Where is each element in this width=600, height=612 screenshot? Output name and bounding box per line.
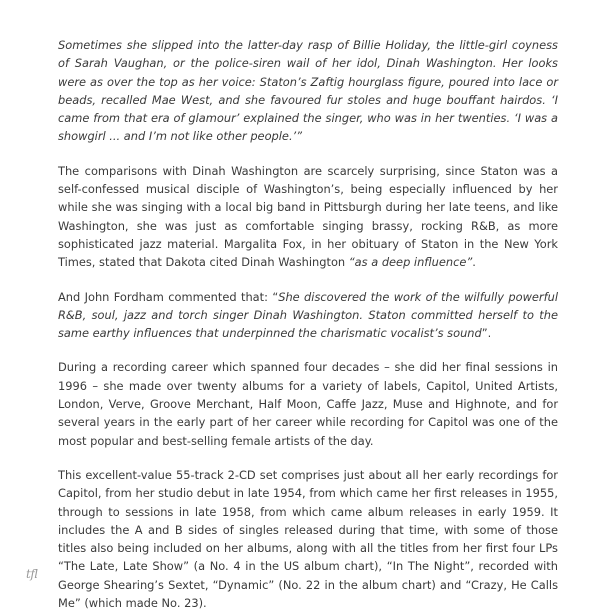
fordham-quote-text: She discovered the work of the wilfully powerful R&B, soul, jazz and torch singer Dinah Washington. Staton committed herself to the same earthy influences that underpinned the charismatic vocalist’s sound (58, 289, 558, 341)
fordham-quote-end: ”. (481, 326, 492, 341)
paragraph-recording-career: During a recording career which spanned four decades – she did her final sessions in 1996 – she made over twenty albums for a variety of labels, Capitol, United Artists, London, Verve, Groove Merchant, Half Moon, Caffe Jazz, Muse and Highnote, and for several years in the early part of her career while recording for Capitol was one of the most popular and best-selling female artists of the day. (58, 360, 558, 448)
paragraph-fordham-quote (58, 288, 558, 343)
document-body (58, 36, 558, 612)
fordham-intro: And John Fordham commented that: “ (58, 289, 279, 304)
paragraph-cd-set: This excellent-value 55-track 2-CD set comprises just about all her early recordings for Capitol, from her studio debut in late 1954, from which came her first releases in 1955, through to sessions in late 1958, from which came album releases in early 1959. It includes the A and B sides of singles released during that time, with some of those titles also being included on her albums, along with all the titles from her first four LPs “The Late, Late Show” (a No. 4 in the US album chart), “In The Night”, recorded with George Shearing’s Sextet, “Dynamic” (No. 22 in the album chart) and “Crazy, He Calls Me” (which made No. 23). (58, 467, 558, 611)
paragraph-dinah-comparison-text: The comparisons with Dinah Washington are scarcely surprising, since Staton was a self-confessed musical disciple of Washington’s, being especially influenced by her while she was singing with a local big band in Pittsburgh during her late teens, and like Washington, she was just as comfortable singing brassy, rocking R&B, as more sophisticated jazz material. Margalita Fox, in her obituary of Staton in the New York Times, stated that Dakota cited Dinah Washington (58, 163, 558, 270)
paragraph-quote-intro: Sometimes she slipped into the latter-day rasp of Billie Holiday, the little-girl coyness of Sarah Vaughan, or the police-siren wail of her idol, Dinah Washington. Her looks were as over the top as her voice: Staton’s Zaftig hourglass figure, poured into lace or beads, recalled Mae West, and she favoured fur stoles and huge bouffant hairdos. ‘I came from that era of glamour’ explained the singer, who was in her twenties. ‘I was a showgirl ... and I’m not like other people.’” (58, 38, 558, 144)
deep-influence-quote: “as a deep influence” (348, 255, 473, 270)
page-folio-mark: tfl (26, 567, 38, 581)
paragraph-dinah-comparison (58, 162, 558, 272)
paragraph-dinah-comparison-end: . (472, 255, 476, 270)
